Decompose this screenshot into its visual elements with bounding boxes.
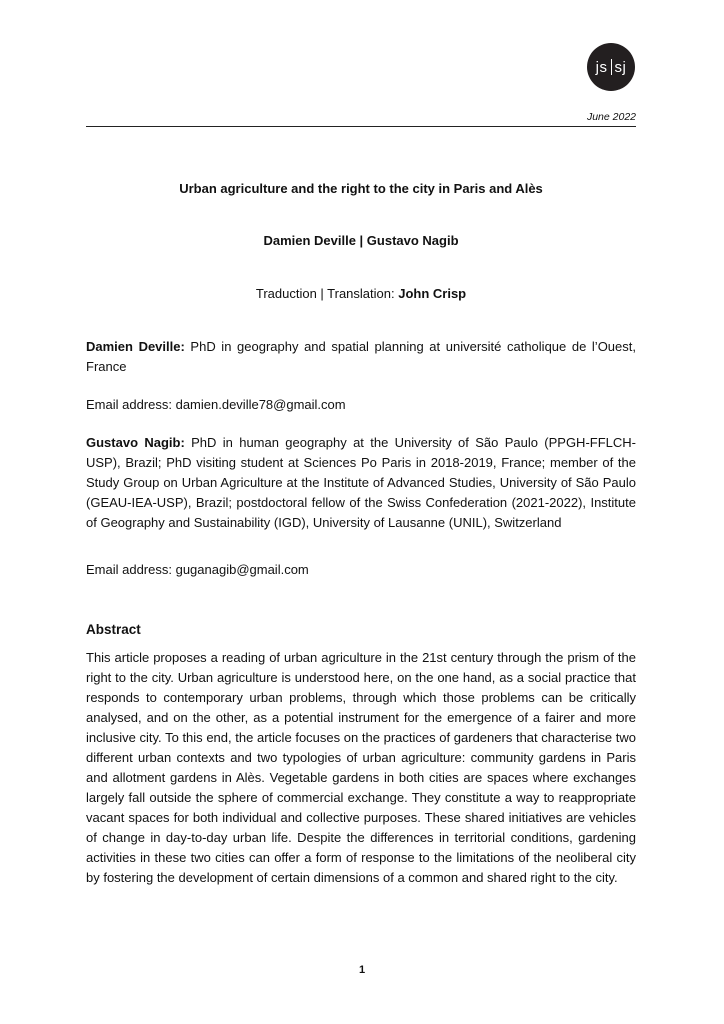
logo-text-right: sj — [614, 58, 627, 76]
bio-text: PhD in human geography at the University of São Paulo (PPGH-FFLCH-USP), Brazil; PhD visiting student at Sciences Po Paris in 2018-2019, France; member of the Study Group on Urban Agriculture at the Institute of Advanced Studies, University of São Paulo (GEAU-IEA-USP), Brazil; postdoctoral fellow of the Swiss Confederation (2021-2022), Institute of Geography and Sustainability (IGD), University of Lausanne (UNIL), Switzerland — [86, 435, 636, 530]
translator-name: John Crisp — [398, 286, 467, 301]
translation-label: Traduction | Translation: — [255, 286, 399, 301]
author-bio-deville — [86, 337, 636, 377]
logo-separator — [611, 59, 612, 75]
author-email-nagib: Email address: guganagib@gmail.com — [86, 562, 309, 577]
header-rule — [86, 126, 636, 127]
article-title: Urban agriculture and the right to the city in Paris and Alès — [179, 181, 543, 196]
logo-text-left: js — [595, 58, 608, 76]
publication-date: June 2022 — [586, 111, 636, 123]
author-email-deville: Email address: damien.deville78@gmail.com — [86, 397, 346, 412]
page-number: 1 — [358, 964, 366, 976]
article-authors: Damien Deville | Gustavo Nagib — [263, 233, 459, 248]
bio-text: PhD in geography and spatial planning at université catholique de l’Ouest, France — [86, 339, 636, 374]
abstract-text: This article proposes a reading of urban agriculture in the 21st century through the prism of the right to the city. Urban agriculture is understood here, on the one hand, as a social practice that responds to contemporary urban problems, through which those problems can be critically analysed, and on the other, as a potential instrument for the emergence of a fairer and more inclusive city. To this end, the article focuses on the practices of gardeners that characterise two different urban contexts and two typologies of urban agriculture: community gardens in Paris and allotment gardens in Alès. Vegetable gardens in both cities are spaces where exchanges largely fall outside the sphere of commercial exchange. They constitute a way to reappropriate vacant spaces for both individual and collective purposes. These shared initiatives are vehicles of change in day-to-day urban life. Despite the differences in territorial conditions, gardening activities in these two cities can offer a form of response to the limitations of the neoliberal city by fostering the development of certain dimensions of a common and shared right to the city. — [86, 650, 636, 885]
abstract-heading: Abstract — [86, 622, 141, 637]
bio-name: Gustavo Nagib: — [86, 435, 185, 450]
journal-logo — [587, 43, 635, 91]
author-bio-nagib — [86, 433, 636, 533]
translation-credit — [86, 286, 636, 301]
bio-name: Damien Deville: — [86, 339, 185, 354]
